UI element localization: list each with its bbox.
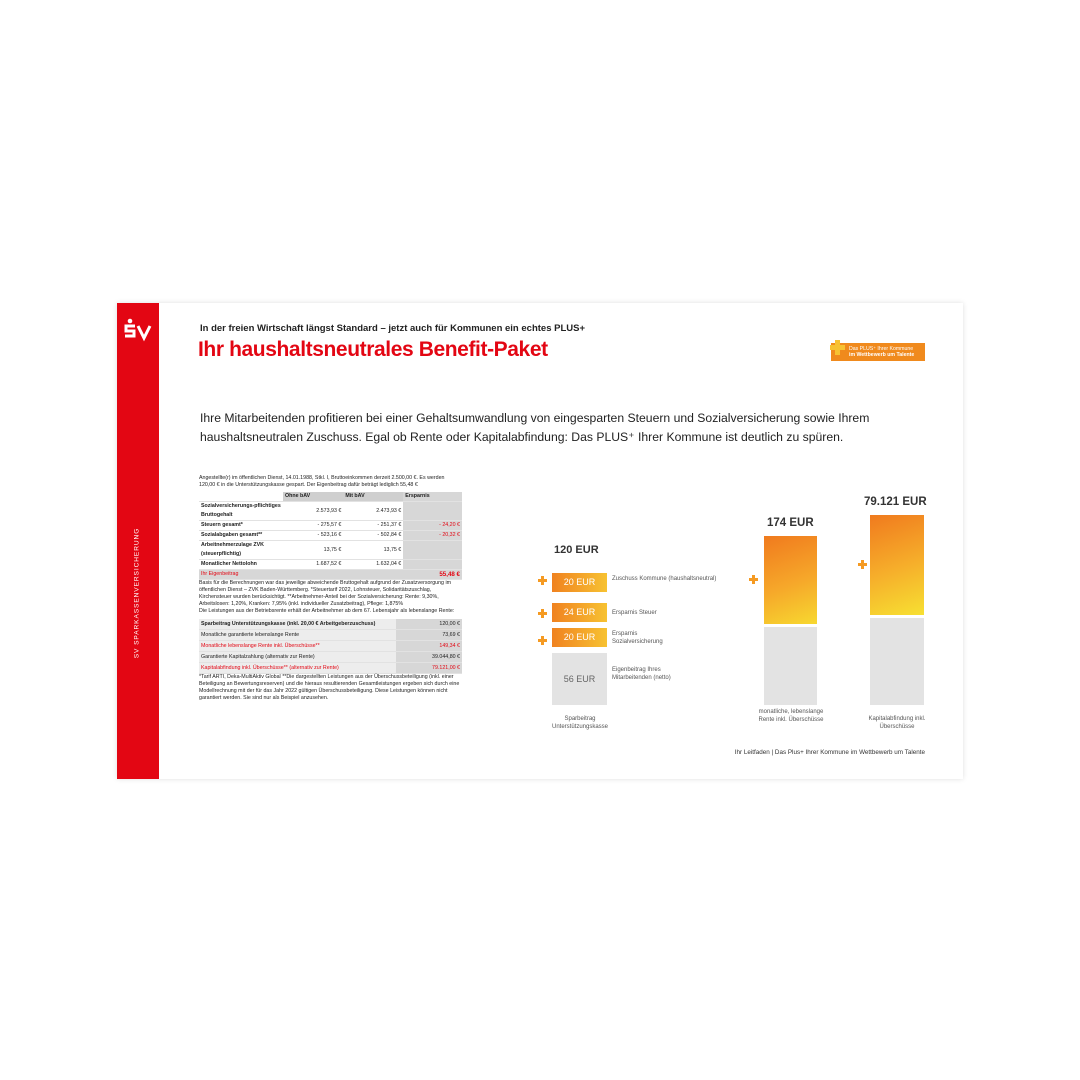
- table-header: Ersparnis: [403, 492, 462, 502]
- segment-label: Ersparnis Steuer: [612, 610, 657, 616]
- cell-ohne: 2.573,93 €: [283, 502, 343, 521]
- calc-notes: Basis für die Berechnungen war das jeweilige abweichende Bruttogehalt aufgrund der Zusatzversorgung im öffentlichen Dienst – ZVK Baden-Württemberg. *Steuertarif 2022, Lohnsteuer, Solidaritätszuschlag, Kirchensteuer wurden berücksichtigt. **Arbeitnehmer-Anteil bei der Sozialversicherung: Rente: 9,30%, Arbeitslosen: 1,20%, Kranken: 7,95% (inkl. individueller Zusatzbeitrag), Pflege: 1,875%: [199, 580, 452, 607]
- segment-bar: 20 EUR: [552, 628, 607, 647]
- pension-value: 79.121,00 €: [396, 663, 462, 674]
- capital-bar: [870, 515, 924, 615]
- pension-caption: monatliche, lebenslange Rente inkl. Überschüsse: [758, 709, 824, 723]
- cell-ersparnis: [403, 502, 462, 521]
- calc-intro: Angestellte(r) im öffentlichen Dienst, 14.01.1988, Stkl. I, Bruttoeinkommen derzeit 2.500,00 €. Es werden 120,00 € in die Unterstützungskasse gespart. Der Eigenbeitrag dafür beträgt lediglich 55,48 €: [199, 475, 445, 488]
- own-contribution-row: [199, 570, 462, 580]
- sv-logo: [122, 318, 154, 342]
- cell-mit: - 251,37 €: [343, 521, 403, 531]
- table-row: [199, 652, 462, 663]
- pension-label: Garantierte Kapitalzahlung (alternativ zur Rente): [199, 652, 396, 663]
- own-contribution-label: Ihr Eigenbeitrag: [199, 570, 283, 580]
- table-row: [199, 521, 462, 531]
- pension-label: Kapitalabfindung inkl. Überschüsse** (alternativ zur Rente): [199, 663, 396, 674]
- empty-cell: [343, 570, 403, 580]
- cell-mit: - 502,84 €: [343, 531, 403, 541]
- table-header: Ohne bAV: [283, 492, 343, 502]
- cell-ohne: 13,75 €: [283, 541, 343, 560]
- calc-footnote: *Tarif ARTI, Deka-MultiAktiv Global **Die dargestellten Leistungen aus der Überschussbeteiligung (inkl. einer Beteiligung an Bewertungsreserven) und die hieraus resultierenden Gesamtleistungen ergeben sich durch eine Modellrechnung mit der für das Jahr 2022 gültigen Überschussbeteiligung. Diese Leistungen können nicht garantiert werden. Sie sind nur als Beispiel anzusehen.: [199, 674, 460, 701]
- intro-text: Ihre Mitarbeitenden profitieren bei einer Gehaltsumwandlung von eingesparten Steuern und Sozialversicherung sowie Ihrem haushaltsneutralen Zuschuss. Egal ob Rente oder Kapitalabfindung: Das PLUS⁺ Ihrer Kommune ist deutlich zu spüren.: [200, 411, 870, 444]
- plus-icon: [749, 575, 758, 584]
- table-row: [199, 531, 462, 541]
- cell-mit: 13,75 €: [343, 541, 403, 560]
- table-row: [199, 619, 462, 630]
- cell-ohne: - 275,57 €: [283, 521, 343, 531]
- pension-label: Sparbeitrag Unterstützungskasse (inkl. 20,00 € Arbeitgeberzuschuss): [199, 619, 396, 630]
- plus-icon: [538, 636, 547, 645]
- pension-value: 73,69 €: [396, 630, 462, 641]
- badge-line-1: Das PLUS⁺ Ihrer Kommune: [849, 346, 914, 352]
- table-row: [199, 541, 462, 560]
- contribution-caption: Sparbeitrag Unterstützungskasse: [551, 716, 609, 730]
- slide: [117, 303, 963, 779]
- row-label: Steuern gesamt*: [199, 521, 283, 531]
- brand-vertical-text: SV SPARKASSENVERSICHERUNG: [133, 527, 141, 659]
- table-row: [199, 502, 462, 521]
- cell-mit: 1.632,04 €: [343, 560, 403, 570]
- table-header-row: [199, 492, 462, 502]
- cell-ersparnis: - 24,20 €: [403, 521, 462, 531]
- table-header: Mit bAV: [343, 492, 403, 502]
- table-row: [199, 630, 462, 641]
- segment-label: Ersparnis Sozialversicherung: [612, 631, 663, 645]
- cell-ersparnis: [403, 560, 462, 570]
- capital-result-value: 79.121 EUR: [864, 496, 927, 508]
- plus-badge: [831, 343, 925, 361]
- row-label: Sozialversicherungs-pflichtiges Bruttogehalt: [199, 502, 283, 521]
- plus-cross-icon: [830, 340, 845, 355]
- slide-footer: Ihr Leitfaden | Das Plus+ Ihrer Kommune im Wettbewerb um Talente: [734, 749, 925, 756]
- pension-label: Monatliche lebenslange Rente inkl. Überschüsse**: [199, 641, 396, 652]
- salary-table: [199, 492, 462, 580]
- pension-bar-base: [764, 627, 817, 705]
- cell-ersparnis: - 20,32 €: [403, 531, 462, 541]
- calculation-panel: [199, 475, 462, 702]
- pension-label: Monatliche garantierte lebenslange Rente: [199, 630, 396, 641]
- segment-bar: 20 EUR: [552, 573, 607, 592]
- plus-icon: [858, 560, 867, 569]
- table-row: [199, 663, 462, 674]
- pension-value: 120,00 €: [396, 619, 462, 630]
- cell-mit: 2.473,93 €: [343, 502, 403, 521]
- table-row: [199, 641, 462, 652]
- empty-cell: [283, 570, 343, 580]
- pension-value: 149,34 €: [396, 641, 462, 652]
- cell-ohne: - 523,16 €: [283, 531, 343, 541]
- page-title: Ihr haushaltsneutrales Benefit-Paket: [198, 338, 548, 361]
- pension-intro: Die Leistungen aus der Betriebsrente erhält der Arbeitnehmer ab dem 67. Lebensjahr als lebenslange Rente:: [199, 608, 455, 614]
- own-contribution-value: 55,48 €: [403, 570, 462, 580]
- pension-bar: [764, 536, 817, 624]
- segment-bar: 56 EUR: [552, 653, 607, 705]
- segment-label: Zuschuss Kommune (haushaltsneutral): [612, 576, 717, 582]
- row-label: Monatlicher Nettolohn: [199, 560, 283, 570]
- badge-line-2: im Wettbewerb um Talente: [849, 352, 915, 358]
- pension-result-value: 174 EUR: [767, 517, 814, 529]
- cell-ersparnis: [403, 541, 462, 560]
- row-label: Sozialabgaben gesamt**: [199, 531, 283, 541]
- pension-table: [199, 619, 462, 674]
- brand-sidebar: [117, 303, 159, 779]
- segment-bar: 24 EUR: [552, 603, 607, 622]
- capital-bar-base: [870, 618, 924, 705]
- pension-value: 39.044,80 €: [396, 652, 462, 663]
- segment-label: Eigenbeitrag Ihres Mitarbeitenden (netto): [612, 667, 671, 681]
- table-header: [199, 492, 283, 502]
- plus-icon: [538, 576, 547, 585]
- page-subtitle: In der freien Wirtschaft längst Standard – jetzt auch für Kommunen ein echtes PLUS+: [200, 323, 586, 334]
- capital-caption: Kapitalabfindung inkl. Überschüsse: [868, 716, 926, 730]
- cell-ohne: 1.687,52 €: [283, 560, 343, 570]
- row-label: Arbeitnehmerzulage ZVK (steuerpflichtig): [199, 541, 283, 560]
- contribution-total: 120 EUR: [554, 544, 599, 556]
- table-row: [199, 560, 462, 570]
- plus-icon: [538, 609, 547, 618]
